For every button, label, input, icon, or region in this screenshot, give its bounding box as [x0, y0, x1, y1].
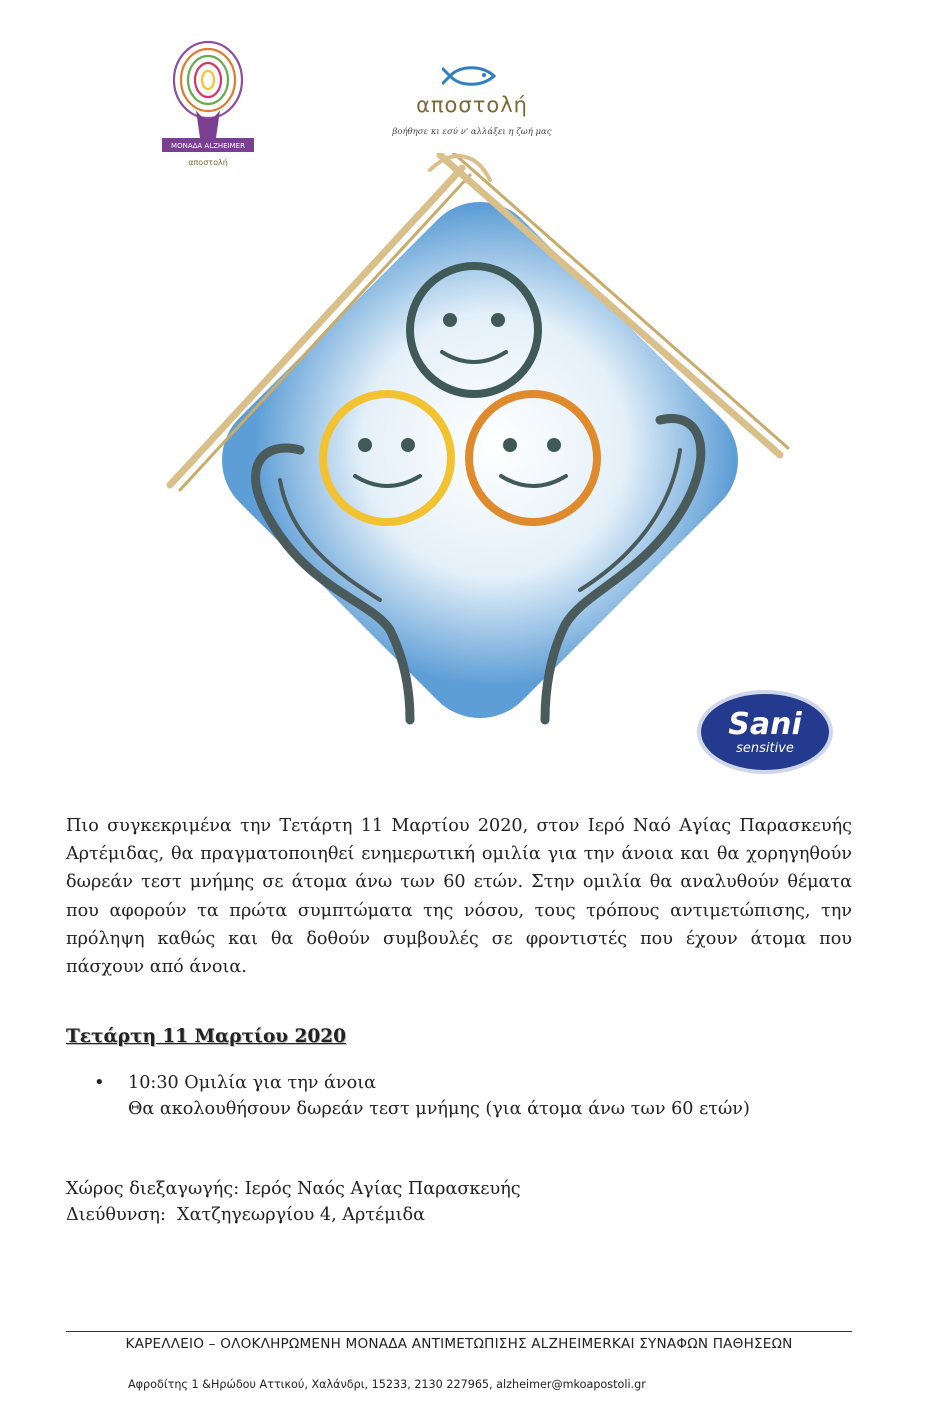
schedule-item-test: Θα ακολουθήσουν δωρεάν τεστ μνήμης (για άτομα άνω των 60 ετών) — [128, 1099, 750, 1119]
fish-icon — [442, 63, 502, 89]
apostoli-name: αποστολή — [416, 93, 528, 117]
footer-contact: Αφροδίτης 1 &Ηρώδου Αττικού, Χαλάνδρι, 15233, 2130 227965, alzheimer@mkoapostoli.gr — [128, 1378, 646, 1391]
apostoli-tagline: βοήθησε κι εσύ ν' αλλάξει η ζωή μας — [392, 127, 552, 137]
venue-address: Διεύθυνση: Χατζηγεωργίου 4, Αρτέμιδα — [66, 1205, 425, 1225]
sani-brand: Sani — [728, 707, 802, 742]
alzheimer-unit-label: ΜΟΝΑΔΑ ALZHEIMER — [171, 142, 245, 150]
sani-sensitive-logo — [695, 688, 835, 776]
schedule-item — [128, 1070, 828, 1122]
footer-organization: ΚΑΡΕΛΛΕΙΟ – ΟΛΟΚΛΗΡΩΜΕΝΗ ΜΟΝΑΔΑ ΑΝΤΙΜΕΤΩΠΙΣΗΣ ALZHEIMERΚΑΙ ΣΥΝΑΦΩΝ ΠΑΘΗΣΕΩΝ — [125, 1336, 793, 1352]
footer-divider — [66, 1331, 852, 1332]
intro-paragraph: Πιο συγκεκριμένα την Τετάρτη 11 Μαρτίου 2020, στον Ιερό Ναό Αγίας Παρασκευής Αρτέμιδας, θα πραγματοποιηθεί ενημερωτική ομιλία για την άνοια και θα χορηγηθούν δωρεάν τεστ μνήμης σε άτομα άνω των 60 ετών. Στην ομιλία θα αναλυθούν θέματα που αφορούν τα πρώτα συμπτώματα της νόσου, τους τρόπους αντιμετώπισης, την πρόληψη καθώς και θα δοθούν συμβουλές σε φροντιστές που έχουν άτομα που πάσχουν από άνοια. — [66, 816, 852, 978]
apostoli-logo — [372, 55, 572, 153]
schedule-item-talk: 10:30 Ομιλία για την άνοια — [128, 1073, 376, 1093]
event-date-heading: Τετάρτη 11 Μαρτίου 2020 — [66, 1026, 347, 1047]
alzheimer-unit-logo — [158, 38, 258, 173]
venue-place: Χώρος διεξαγωγής: Ιερός Ναός Αγίας Παρασκευής — [66, 1179, 521, 1199]
alzheimer-unit-sub: αποστολή — [188, 158, 228, 167]
bullet-icon: • — [94, 1072, 105, 1093]
venue-block — [66, 1176, 521, 1228]
sani-sub: sensitive — [736, 741, 794, 756]
